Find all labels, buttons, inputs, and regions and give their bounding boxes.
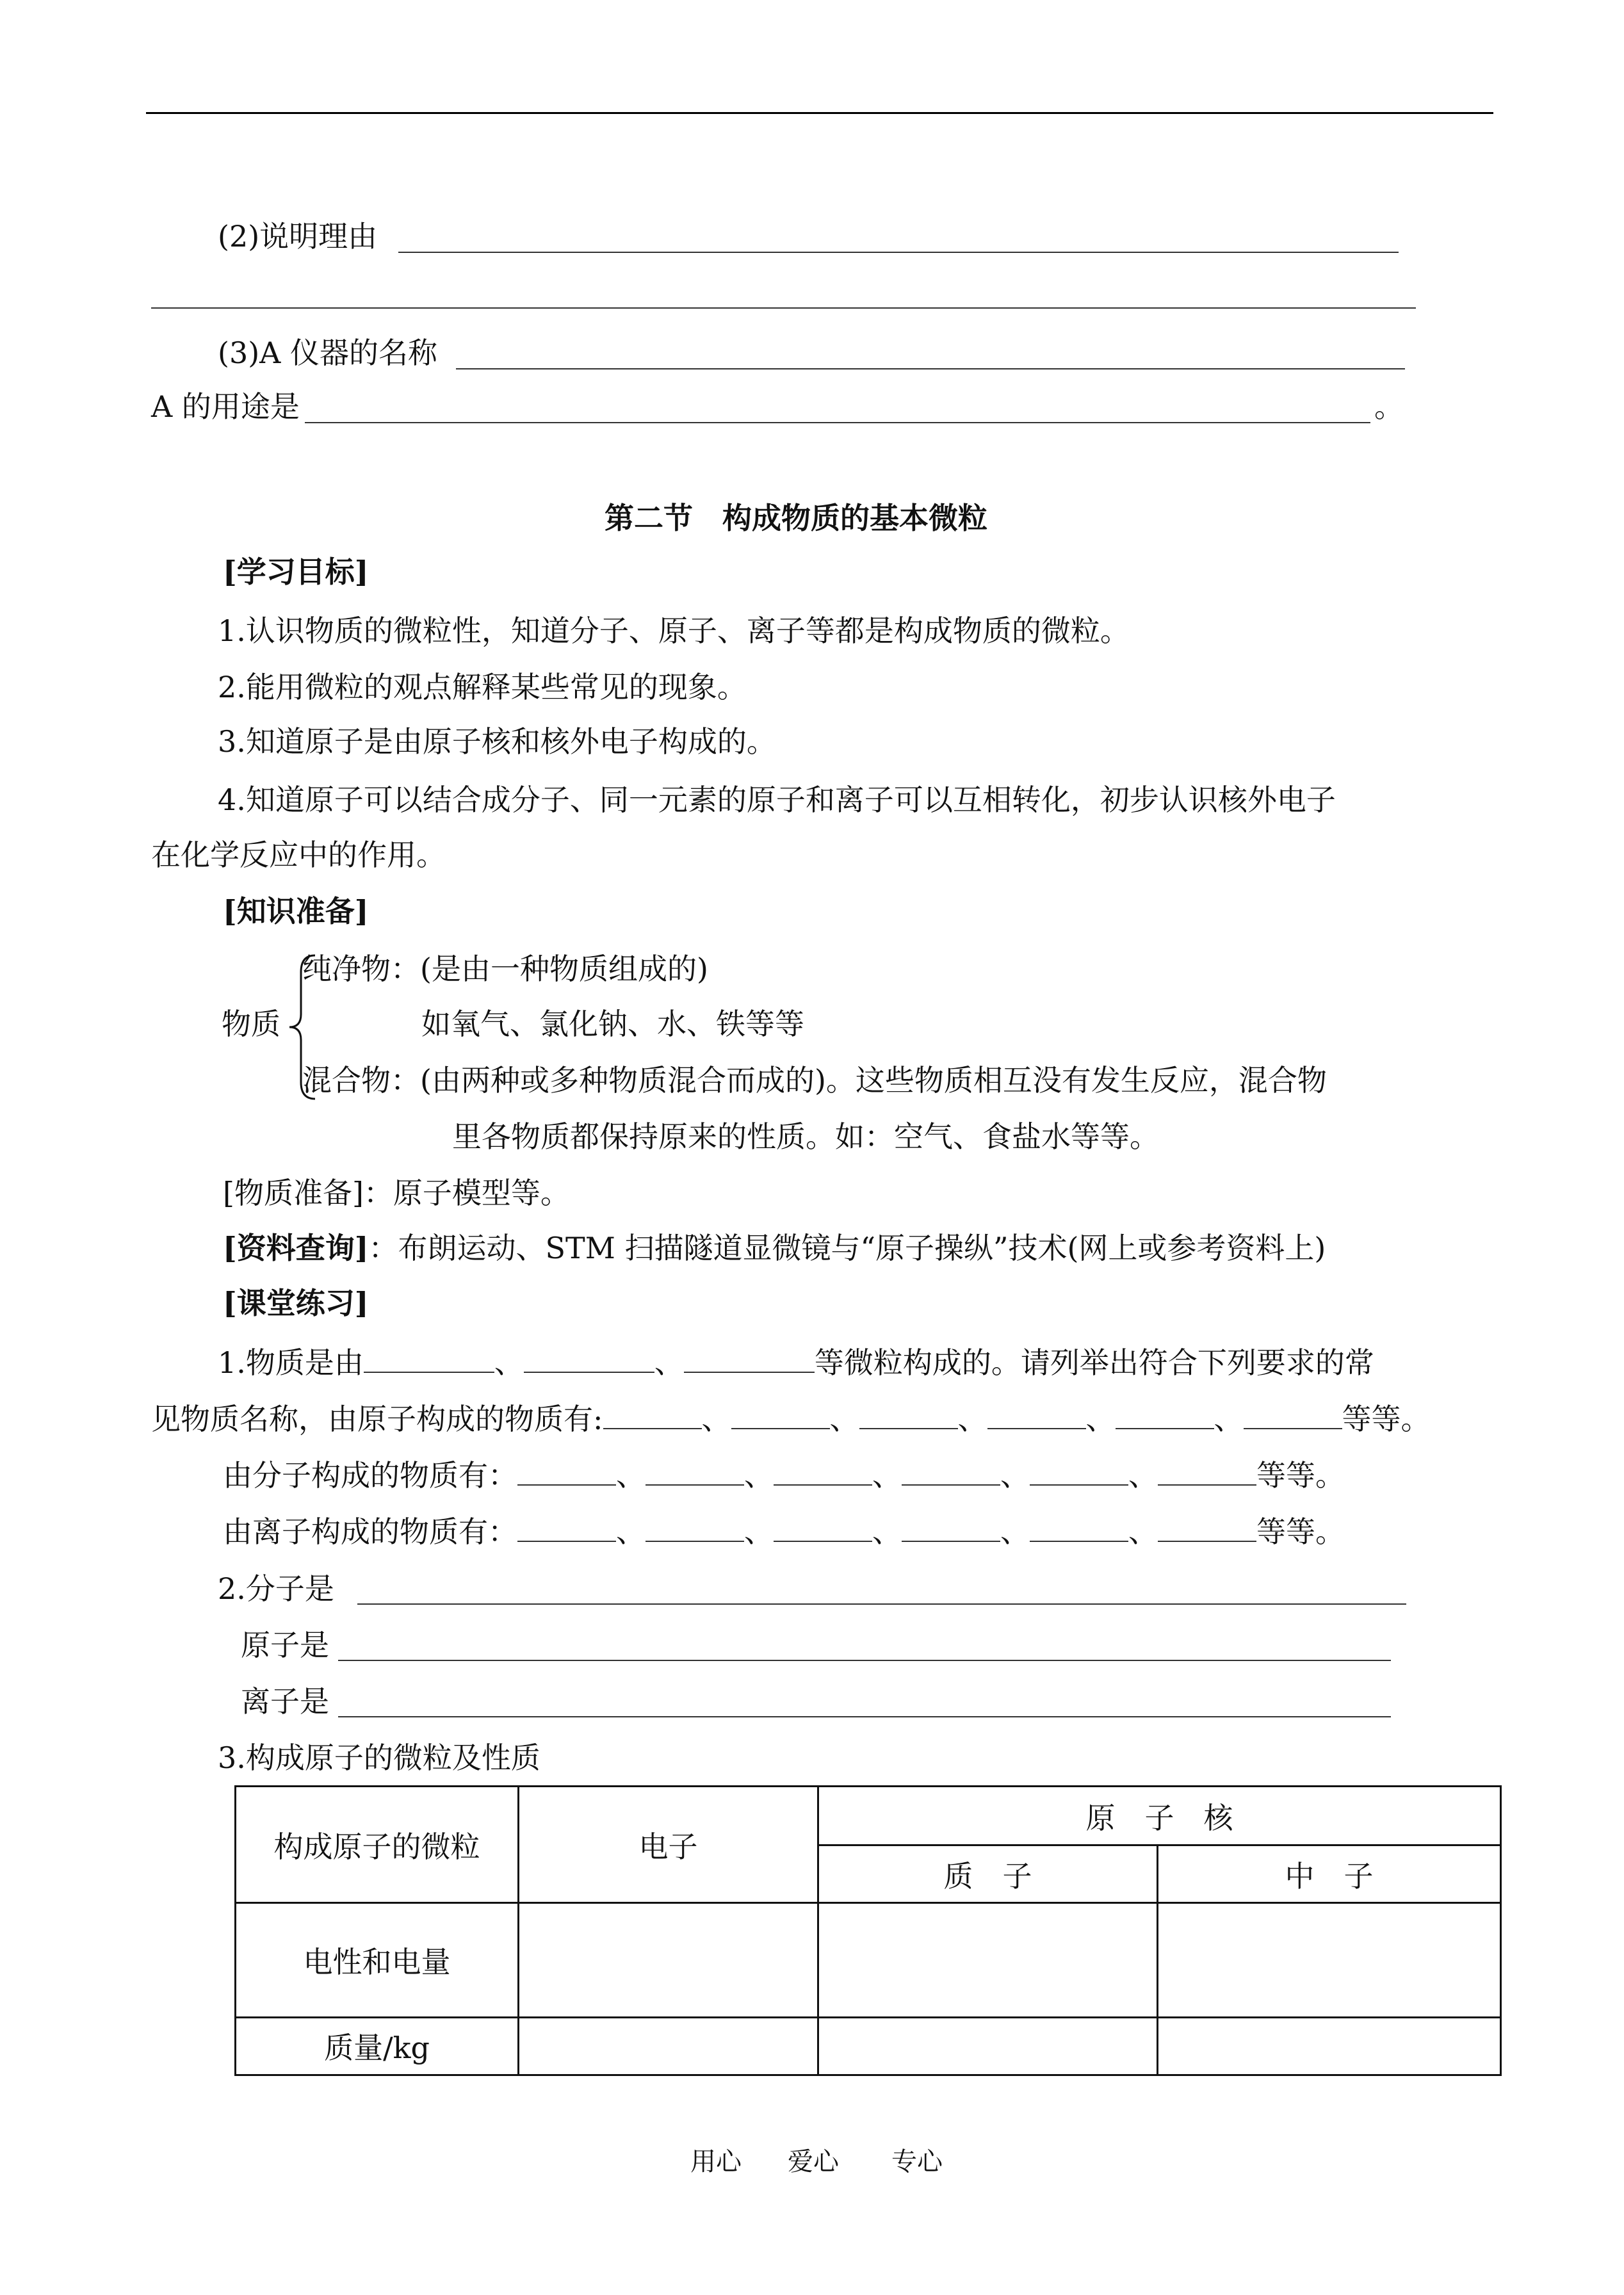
footer-right: 专心 bbox=[891, 2147, 943, 2177]
a-use-label: A 的用途是 bbox=[151, 389, 300, 424]
ion-substances-line bbox=[223, 1514, 1345, 1549]
separator: 、 bbox=[1000, 1458, 1030, 1493]
separator: 、 bbox=[1085, 1402, 1116, 1436]
footer-left: 用心 bbox=[690, 2147, 742, 2177]
footer-mid: 爱心 bbox=[788, 2147, 839, 2177]
separator: 、 bbox=[744, 1514, 774, 1549]
atom-particles-table bbox=[234, 1785, 1502, 2076]
mol-blank[interactable] bbox=[902, 1460, 1000, 1486]
separator: 、 bbox=[957, 1402, 987, 1436]
mol-blank[interactable] bbox=[1030, 1460, 1128, 1486]
a-use-end: 。 bbox=[1374, 389, 1404, 424]
atom-answer-line[interactable] bbox=[338, 1660, 1391, 1661]
header-electron: 电子 bbox=[519, 1787, 818, 1903]
row-charge-label: 电性和电量 bbox=[236, 1903, 519, 2017]
q-molecule-label: 2.分子是 bbox=[218, 1571, 334, 1606]
goal-item: 3.知道原子是由原子核和核外电子构成的。 bbox=[218, 724, 776, 759]
neutron-charge-cell[interactable] bbox=[1158, 1903, 1501, 2017]
etc-text: 等等。 bbox=[1256, 1458, 1345, 1493]
separator: 、 bbox=[829, 1402, 859, 1436]
neutron-mass-cell[interactable] bbox=[1158, 2017, 1501, 2075]
etc-text: 等等。 bbox=[1342, 1402, 1431, 1436]
goal-item: 2.能用微粒的观点解释某些常见的现象。 bbox=[218, 670, 747, 704]
p1-blank[interactable] bbox=[524, 1347, 654, 1373]
atom-blank[interactable] bbox=[859, 1404, 958, 1429]
mixture-line-2: 里各物质都保持原来的性质。如：空气、食盐水等等。 bbox=[452, 1119, 1159, 1154]
atom-blank[interactable] bbox=[1244, 1404, 1342, 1429]
separator: 、 bbox=[744, 1458, 774, 1493]
header-nucleus: 原 子 核 bbox=[818, 1787, 1501, 1845]
q-atom-label: 原子是 bbox=[241, 1628, 329, 1662]
mol-label: 由分子构成的物质有： bbox=[223, 1458, 517, 1493]
electron-mass-cell[interactable] bbox=[519, 2017, 818, 2075]
ion-blank[interactable] bbox=[902, 1516, 1000, 1542]
ion-blank[interactable] bbox=[646, 1516, 744, 1542]
separator: 、 bbox=[616, 1458, 646, 1493]
atom-blank[interactable] bbox=[603, 1404, 702, 1429]
separator: 、 bbox=[872, 1514, 902, 1549]
ion-blank[interactable] bbox=[1158, 1516, 1256, 1542]
separator: 、 bbox=[616, 1514, 646, 1549]
materials-label: [物质准备] bbox=[223, 1176, 364, 1210]
ion-blank[interactable] bbox=[517, 1516, 616, 1542]
separator: 、 bbox=[1128, 1514, 1158, 1549]
atom-substances-line bbox=[151, 1404, 1431, 1434]
lookup-label: [资料查询] bbox=[223, 1231, 369, 1265]
molecule-answer-line[interactable] bbox=[357, 1603, 1406, 1605]
header-particle: 构成原子的微粒 bbox=[236, 1787, 519, 1903]
electron-charge-cell[interactable] bbox=[519, 1903, 818, 2017]
ion-blank[interactable] bbox=[774, 1516, 872, 1542]
p1-blank[interactable] bbox=[364, 1347, 494, 1373]
ion-label: 由离子构成的物质有： bbox=[223, 1514, 517, 1549]
header-rule bbox=[146, 112, 1493, 114]
matter-label: 物质 bbox=[222, 1007, 280, 1041]
separator: 、 bbox=[701, 1402, 731, 1436]
p1-start: 1.物质是由 bbox=[218, 1345, 364, 1380]
goal-item: 4.知道原子可以结合成分子、同一元素的原子和离子可以互相转化，初步认识核外电子 bbox=[218, 783, 1336, 817]
lookup-line bbox=[223, 1233, 1326, 1263]
separator: 、 bbox=[494, 1345, 524, 1380]
materials-text: ：原子模型等。 bbox=[363, 1176, 570, 1210]
atom-blank[interactable] bbox=[731, 1404, 830, 1429]
mol-blank[interactable] bbox=[774, 1460, 872, 1486]
q3-title: 3.构成原子的微粒及性质 bbox=[218, 1740, 540, 1775]
p1-line2: 见物质名称，由原子构成的物质有: bbox=[151, 1402, 603, 1436]
mol-blank[interactable] bbox=[646, 1460, 744, 1486]
atom-blank[interactable] bbox=[987, 1404, 1086, 1429]
separator: 、 bbox=[1000, 1514, 1030, 1549]
practice-1-line bbox=[218, 1345, 1374, 1380]
q2-answer-line-2[interactable] bbox=[151, 307, 1416, 309]
goals-heading: [学习目标] bbox=[223, 555, 369, 589]
goal-item-continued: 在化学反应中的作用。 bbox=[151, 838, 446, 872]
q2-label: (2)说明理由 bbox=[218, 219, 378, 254]
header-proton: 质 子 bbox=[818, 1845, 1158, 1903]
a-use-answer-line[interactable] bbox=[305, 422, 1370, 423]
separator: 、 bbox=[1214, 1402, 1244, 1436]
molecule-substances-line bbox=[223, 1458, 1345, 1493]
atom-blank[interactable] bbox=[1116, 1404, 1214, 1429]
proton-mass-cell[interactable] bbox=[818, 2017, 1158, 2075]
section-title: 第二节 构成物质的基本微粒 bbox=[605, 501, 987, 535]
separator: 、 bbox=[654, 1345, 684, 1380]
q-ion-label: 离子是 bbox=[241, 1684, 329, 1719]
row-mass-label: 质量/kg bbox=[236, 2017, 519, 2075]
pure-examples: 如氧气、氯化钠、水、铁等等 bbox=[421, 1007, 804, 1041]
practice-heading: [课堂练习] bbox=[223, 1286, 369, 1320]
mixture-line: 混合物：(由两种或多种物质混合而成的)。这些物质相互没有发生反应，混合物 bbox=[302, 1063, 1327, 1098]
materials-prep bbox=[223, 1178, 570, 1208]
knowledge-heading: [知识准备] bbox=[223, 894, 369, 929]
pure-substance-line: 纯净物：(是由一种物质组成的) bbox=[302, 952, 708, 986]
q3-answer-line[interactable] bbox=[456, 368, 1405, 369]
goal-item: 1.认识物质的微粒性，知道分子、原子、离子等都是构成物质的微粒。 bbox=[218, 613, 1130, 648]
separator: 、 bbox=[872, 1458, 902, 1493]
etc-text: 等等。 bbox=[1256, 1514, 1345, 1549]
ion-blank[interactable] bbox=[1030, 1516, 1128, 1542]
p1-end: 等微粒构成的。请列举出符合下列要求的常 bbox=[814, 1345, 1374, 1380]
ion-answer-line[interactable] bbox=[338, 1716, 1391, 1717]
lookup-text: ：布朗运动、STM 扫描隧道显微镜与“原子操纵”技术(网上或参考资料上) bbox=[368, 1231, 1326, 1265]
separator: 、 bbox=[1128, 1458, 1158, 1493]
q3-label: (3)A 仪器的名称 bbox=[218, 336, 438, 370]
proton-charge-cell[interactable] bbox=[818, 1903, 1158, 2017]
mol-blank[interactable] bbox=[517, 1460, 616, 1486]
q2-answer-line[interactable] bbox=[398, 252, 1399, 253]
p1-blank[interactable] bbox=[684, 1347, 815, 1373]
header-neutron: 中 子 bbox=[1158, 1845, 1501, 1903]
mol-blank[interactable] bbox=[1158, 1460, 1256, 1486]
